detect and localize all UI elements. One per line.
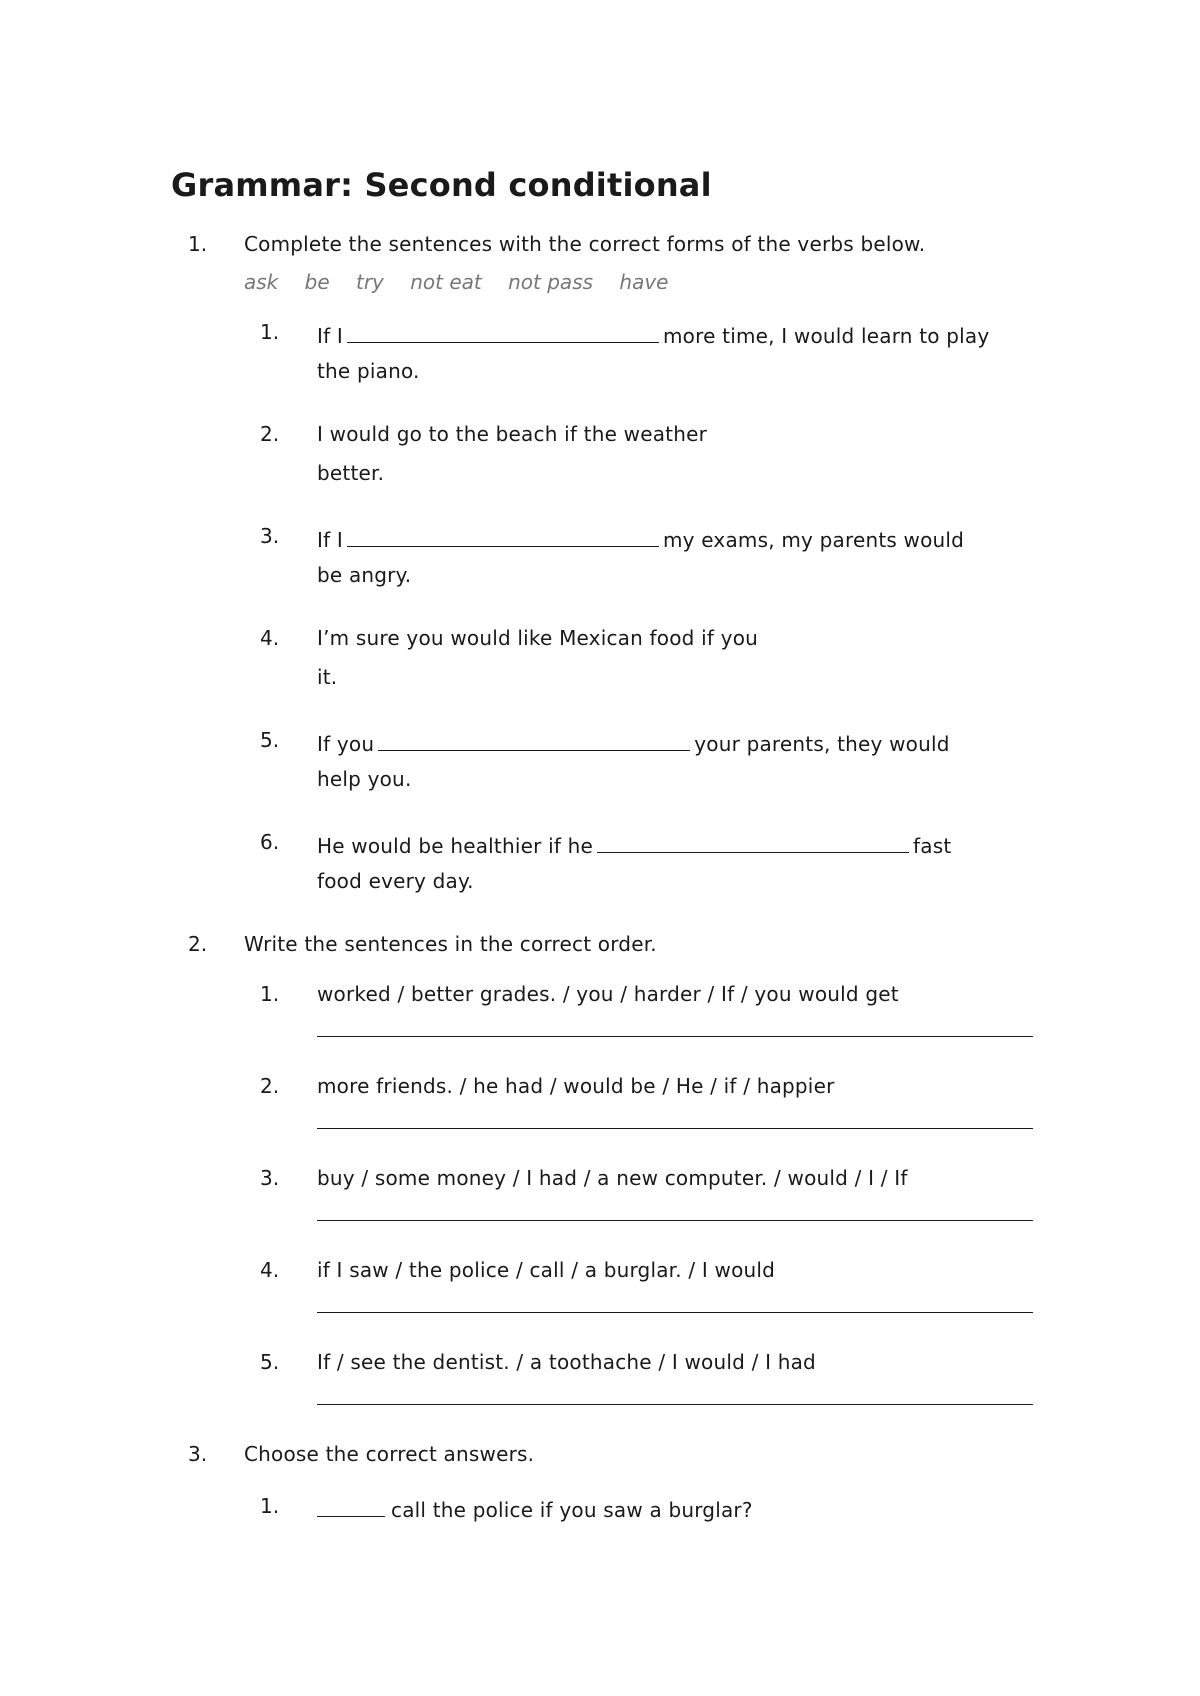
item-number: 5.: [260, 1350, 280, 1374]
sentence-text: be angry.: [317, 563, 412, 587]
scrambled-sentence: buy / some money / I had / a new computer. / would / I / If: [317, 1166, 908, 1190]
sentence-text: it.: [317, 665, 338, 689]
item-number: 1.: [260, 1494, 280, 1518]
sentence-text: He would be healthier if he: [317, 834, 594, 858]
sentence-text: fast: [913, 834, 952, 858]
sentence-line: [317, 524, 964, 552]
sentence-text: food every day.: [317, 869, 474, 893]
word-bank-item: have: [619, 270, 669, 294]
item-number: 3.: [260, 524, 280, 548]
word-bank-item: ask: [244, 270, 279, 294]
item-number: 1.: [260, 320, 280, 344]
item-number: 4.: [260, 1258, 280, 1282]
word-bank-item: not pass: [508, 270, 594, 294]
item-number: 3.: [260, 1166, 280, 1190]
sentence-text: call the police if you saw a burglar?: [391, 1498, 753, 1522]
item-number: 1.: [260, 982, 280, 1006]
word-bank-item: try: [355, 270, 384, 294]
sentence-line: [317, 1494, 753, 1522]
sentence-text: If I: [317, 528, 343, 552]
answer-line[interactable]: [317, 1404, 1033, 1405]
word-bank: [244, 270, 688, 294]
sentence-text: the piano.: [317, 359, 420, 383]
exercise-2-number: 2.: [188, 932, 208, 956]
answer-line[interactable]: [317, 1036, 1033, 1037]
sentence-text: I would go to the beach if the weather: [317, 422, 708, 446]
exercise-1-number: 1.: [188, 232, 208, 256]
exercise-2-instruction: Write the sentences in the correct order.: [244, 932, 657, 956]
sentence-text: If you: [317, 732, 375, 756]
answer-line[interactable]: [317, 1220, 1033, 1221]
sentence-text: better.: [317, 461, 385, 485]
answer-blank[interactable]: [378, 728, 690, 751]
answer-blank[interactable]: [347, 320, 659, 343]
answer-blank[interactable]: [347, 524, 659, 547]
scrambled-sentence: more friends. / he had / would be / He / if / happier: [317, 1074, 835, 1098]
scrambled-sentence: worked / better grades. / you / harder / If / you would get: [317, 982, 899, 1006]
exercise-3-instruction: Choose the correct answers.: [244, 1442, 535, 1466]
sentence-text: your parents, they would: [694, 732, 950, 756]
word-bank-item: not eat: [410, 270, 482, 294]
answer-blank[interactable]: [317, 1494, 385, 1517]
item-number: 2.: [260, 422, 280, 446]
answer-line[interactable]: [317, 1312, 1033, 1313]
sentence-line: [317, 320, 989, 348]
sentence-text: I’m sure you would like Mexican food if you: [317, 626, 759, 650]
sentence-text: If I: [317, 324, 343, 348]
answer-line[interactable]: [317, 1128, 1033, 1129]
sentence-text: more time, I would learn to play: [663, 324, 990, 348]
sentence-line: [317, 830, 951, 858]
scrambled-sentence: If / see the dentist. / a toothache / I would / I had: [317, 1350, 816, 1374]
item-number: 6.: [260, 830, 280, 854]
sentence-text: help you.: [317, 767, 412, 791]
sentence-line: [317, 728, 950, 756]
item-number: 5.: [260, 728, 280, 752]
scrambled-sentence: if I saw / the police / call / a burglar. / I would: [317, 1258, 776, 1282]
item-number: 4.: [260, 626, 280, 650]
exercise-3-number: 3.: [188, 1442, 208, 1466]
word-bank-item: be: [304, 270, 330, 294]
sentence-text: my exams, my parents would: [663, 528, 965, 552]
answer-blank[interactable]: [597, 830, 909, 853]
page-title: Grammar: Second conditional: [171, 166, 712, 204]
exercise-1-instruction: Complete the sentences with the correct forms of the verbs below.: [244, 232, 926, 256]
item-number: 2.: [260, 1074, 280, 1098]
